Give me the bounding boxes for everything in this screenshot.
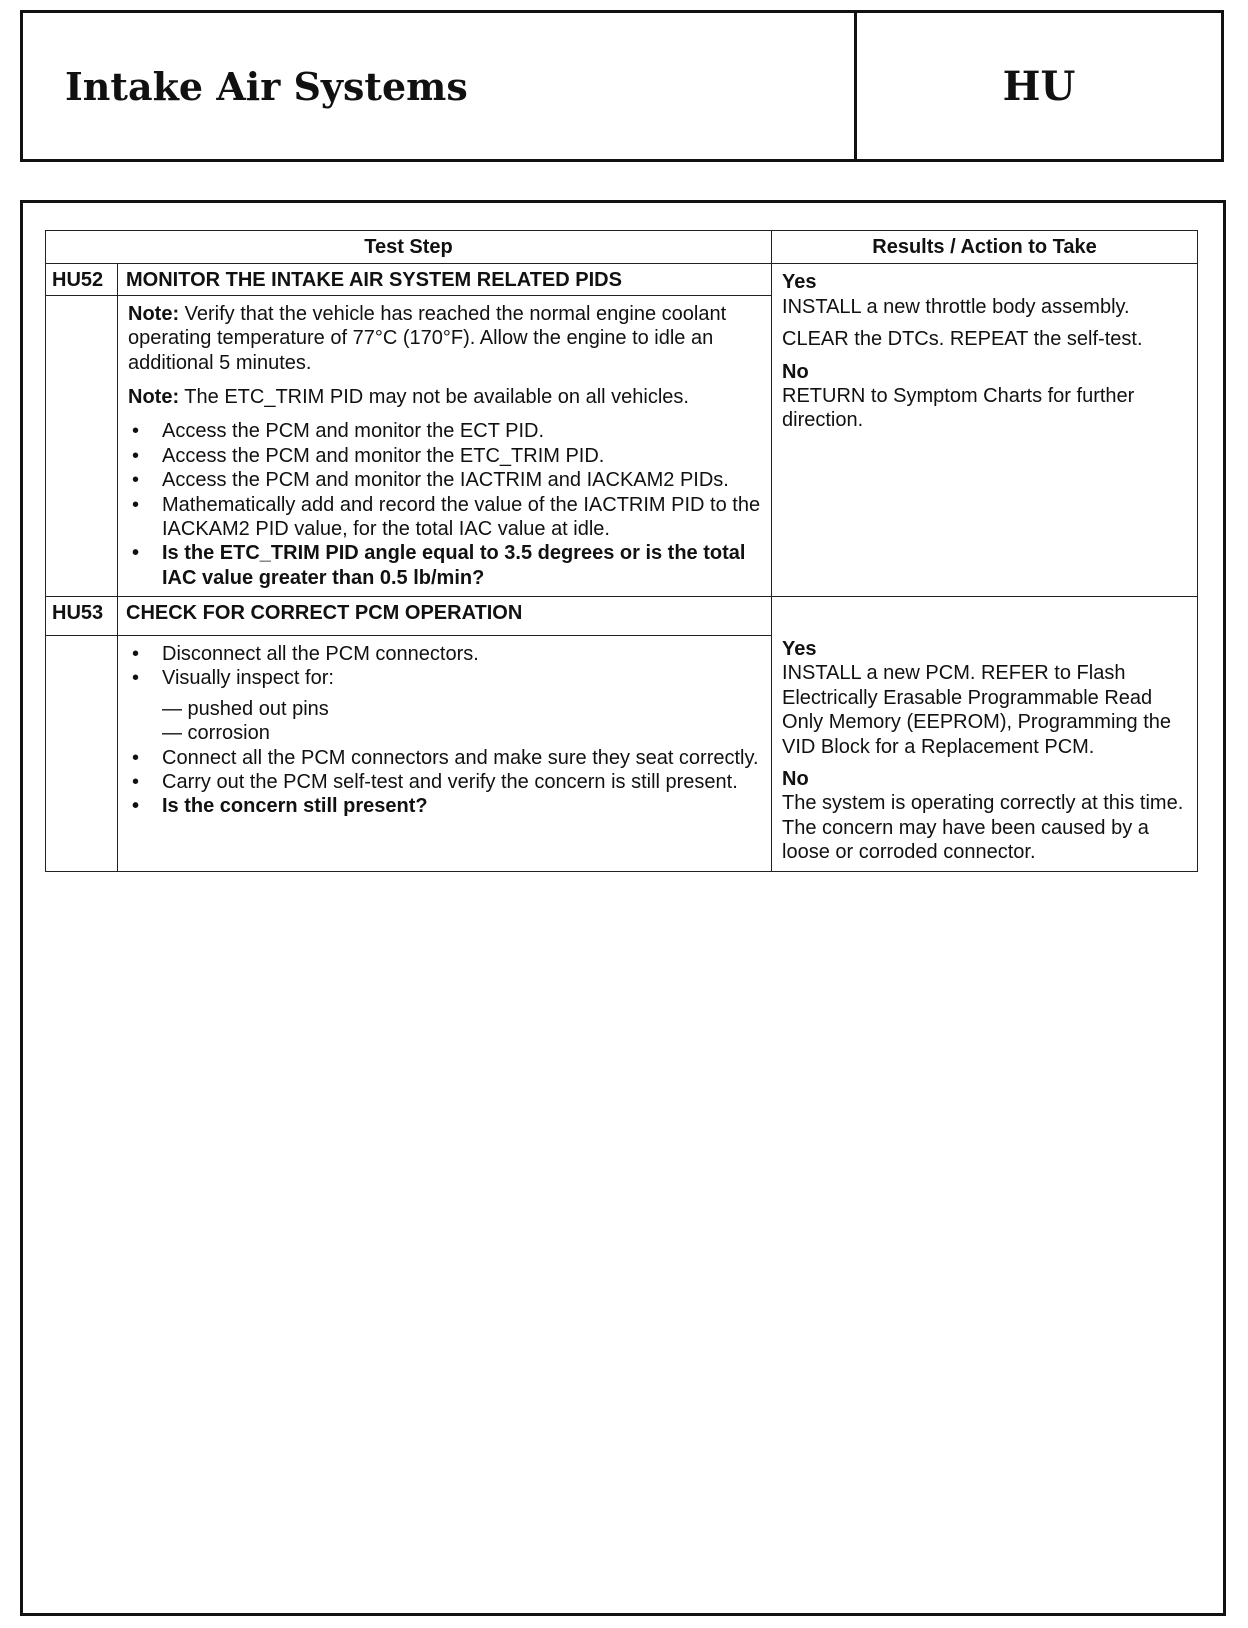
result-yes-label: Yes	[782, 638, 817, 661]
step-id: HU53	[46, 597, 118, 636]
blank-cell	[46, 636, 118, 872]
col-header-results: Results / Action to Take	[772, 231, 1198, 264]
page-header	[20, 10, 1224, 162]
result-yes-text: CLEAR the DTCs. REPEAT the self-test.	[782, 328, 1143, 351]
list-item: • Mathematically add and record the value of the IACTRIM PID to the IACKAM2 PID value, for the total IAC value at idle.	[128, 493, 761, 542]
result-cell-hu53	[772, 597, 1198, 872]
step-list	[128, 642, 761, 819]
note	[128, 385, 761, 409]
sub-item: — corrosion	[162, 722, 270, 745]
note-text: The ETC_TRIM PID may not be available on all vehicles.	[179, 385, 689, 408]
test-step-table	[45, 230, 1198, 872]
col-header-test-step: Test Step	[46, 231, 772, 264]
step-body-hu52	[118, 295, 772, 596]
step-title-row-hu53	[46, 597, 1198, 636]
list-item-text: Visually inspect for:	[162, 667, 334, 690]
list-item: • Access the PCM and monitor the ECT PID.	[128, 419, 761, 443]
blank-cell	[46, 295, 118, 596]
result-yes-text: INSTALL a new PCM. REFER to Flash Electrically Erasable Programmable Read Only Memory (EEPROM), Programming the VID Block for a Replacement PCM.	[782, 662, 1171, 758]
step-title: CHECK FOR CORRECT PCM OPERATION	[118, 597, 772, 636]
list-item: • Disconnect all the PCM connectors.	[128, 642, 761, 666]
note	[128, 302, 761, 375]
step-body-hu53	[118, 636, 772, 872]
list-item: • Access the PCM and monitor the ETC_TRIM PID.	[128, 444, 761, 468]
sub-list	[162, 697, 761, 746]
note-label: Note:	[128, 385, 180, 408]
result-no-label: No	[782, 360, 809, 383]
note-text: Verify that the vehicle has reached the normal engine coolant operating temperature of 77°C (170°F). Allow the engine to idle an additional 5 minutes.	[128, 302, 727, 374]
list-item: • Access the PCM and monitor the IACTRIM and IACKAM2 PIDs.	[128, 468, 761, 492]
result-no-label: No	[782, 768, 809, 791]
step-title-row-hu52	[46, 264, 1198, 295]
list-item: • Carry out the PCM self-test and verify the concern is still present.	[128, 770, 761, 794]
result-no-text: The system is operating correctly at this time. The concern may have been caused by a loose or corroded connector.	[782, 792, 1184, 864]
result-yes-text: INSTALL a new throttle body assembly.	[782, 295, 1130, 318]
result-no-text: RETURN to Symptom Charts for further direction.	[782, 384, 1135, 432]
section-title: Intake Air Systems	[23, 13, 857, 159]
list-item	[128, 666, 761, 745]
result-cell-hu52	[772, 264, 1198, 597]
step-list	[128, 419, 761, 590]
step-id: HU52	[46, 264, 118, 295]
result-yes-label: Yes	[782, 271, 817, 294]
section-code: HU	[1002, 62, 1076, 110]
step-title: MONITOR THE INTAKE AIR SYSTEM RELATED PIDS	[118, 264, 772, 295]
question-item: • Is the concern still present?	[128, 794, 761, 818]
note-label: Note:	[128, 302, 180, 325]
question-item: • Is the ETC_TRIM PID angle equal to 3.5 degrees or is the total IAC value greater than 0.5 lb/min?	[128, 541, 761, 590]
list-item: • Connect all the PCM connectors and make sure they seat correctly.	[128, 746, 761, 770]
table-header-row	[46, 231, 1198, 264]
sub-item: — pushed out pins	[162, 697, 329, 720]
